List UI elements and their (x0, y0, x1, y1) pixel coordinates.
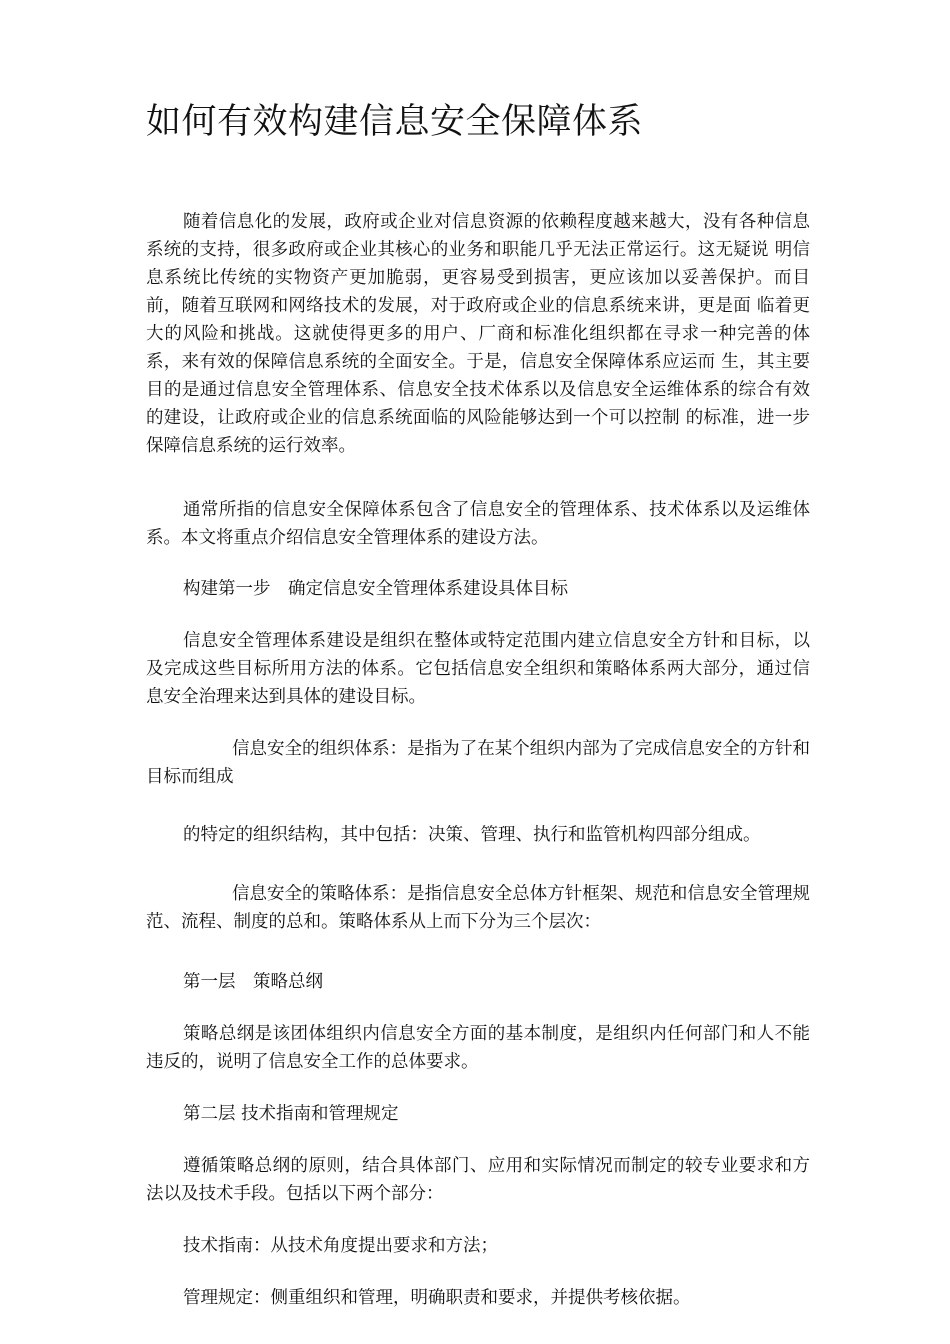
list-item-management-rules: 管理规定：侧重组织和管理，明确职责和要求，并提供考核依据。 (183, 1288, 691, 1308)
paragraph-policy-outline: 策略总纲是该团体组织内信息安全方面的基本制度，是组织内任何部门和人不能违反的，说明了信息安全工作的总体要求。 (146, 1024, 810, 1072)
document-title: 如何有效构建信息安全保障体系 (146, 102, 644, 142)
paragraph-management-system: 信息安全管理体系建设是组织在整体或特定范围内建立信息安全方针和目标，以及完成这些目标所用方法的体系。它包括信息安全组织和策略体系两大部分，通过信息安全治理来达到具体的建设目标。 (146, 631, 810, 707)
section-heading-layer-one: 第一层 策略总纲 (183, 972, 323, 992)
paragraph-organization-structure: 的特定的组织结构，其中包括：决策、管理、执行和监管机构四部分组成。 (183, 825, 761, 845)
paragraph-policy-system: 信息安全的策略体系：是指信息安全总体方针框架、规范和信息安全管理规范、流程、制度的总和。策略体系从上而下分为三个层次： (146, 884, 810, 932)
section-heading-layer-two: 第二层 技术指南和管理规定 (183, 1104, 399, 1124)
paragraph-intro: 随着信息化的发展，政府或企业对信息资源的依赖程度越来越大，没有各种信息系统的支持，很多政府或企业其核心的业务和职能几乎无法正常运行。这无疑说 明信息系统比传统的实物资产更加脆弱，更容易受到损害，更应该加以妥善保护。而目前，随着互联网和网络技术的发展，对于政府或企业的信息系统来讲，更是面 临着更大的风险和挑战。这就使得更多的用户、厂商和标准化组织都在寻求一种完善的体系，来有效的保障信息系统的全面安全。于是，信息安全保障体系应运而 生，其主要目的是通过信息安全管理体系、信息安全技术体系以及信息安全运维体系的综合有效的建设，让政府或企业的信息系统面临的风险能够达到一个可以控制 的标准，进一步保障信息系统的运行效率。 (146, 212, 810, 456)
list-item-technical-guide: 技术指南：从技术角度提出要求和方法； (183, 1236, 498, 1256)
paragraph-layer-two: 遵循策略总纲的原则，结合具体部门、应用和实际情况而制定的较专业要求和方法以及技术手段。包括以下两个部分： (146, 1156, 810, 1204)
section-heading-step-one: 构建第一步 确定信息安全管理体系建设具体目标 (183, 579, 568, 599)
paragraph-overview: 通常所指的信息安全保障体系包含了信息安全的管理体系、技术体系以及运维体系。本文将重点介绍信息安全管理体系的建设方法。 (146, 500, 810, 548)
paragraph-organization-system: 信息安全的组织体系：是指为了在某个组织内部为了完成信息安全的方针和目标而组成 (146, 739, 810, 787)
document-body (146, 208, 810, 1312)
